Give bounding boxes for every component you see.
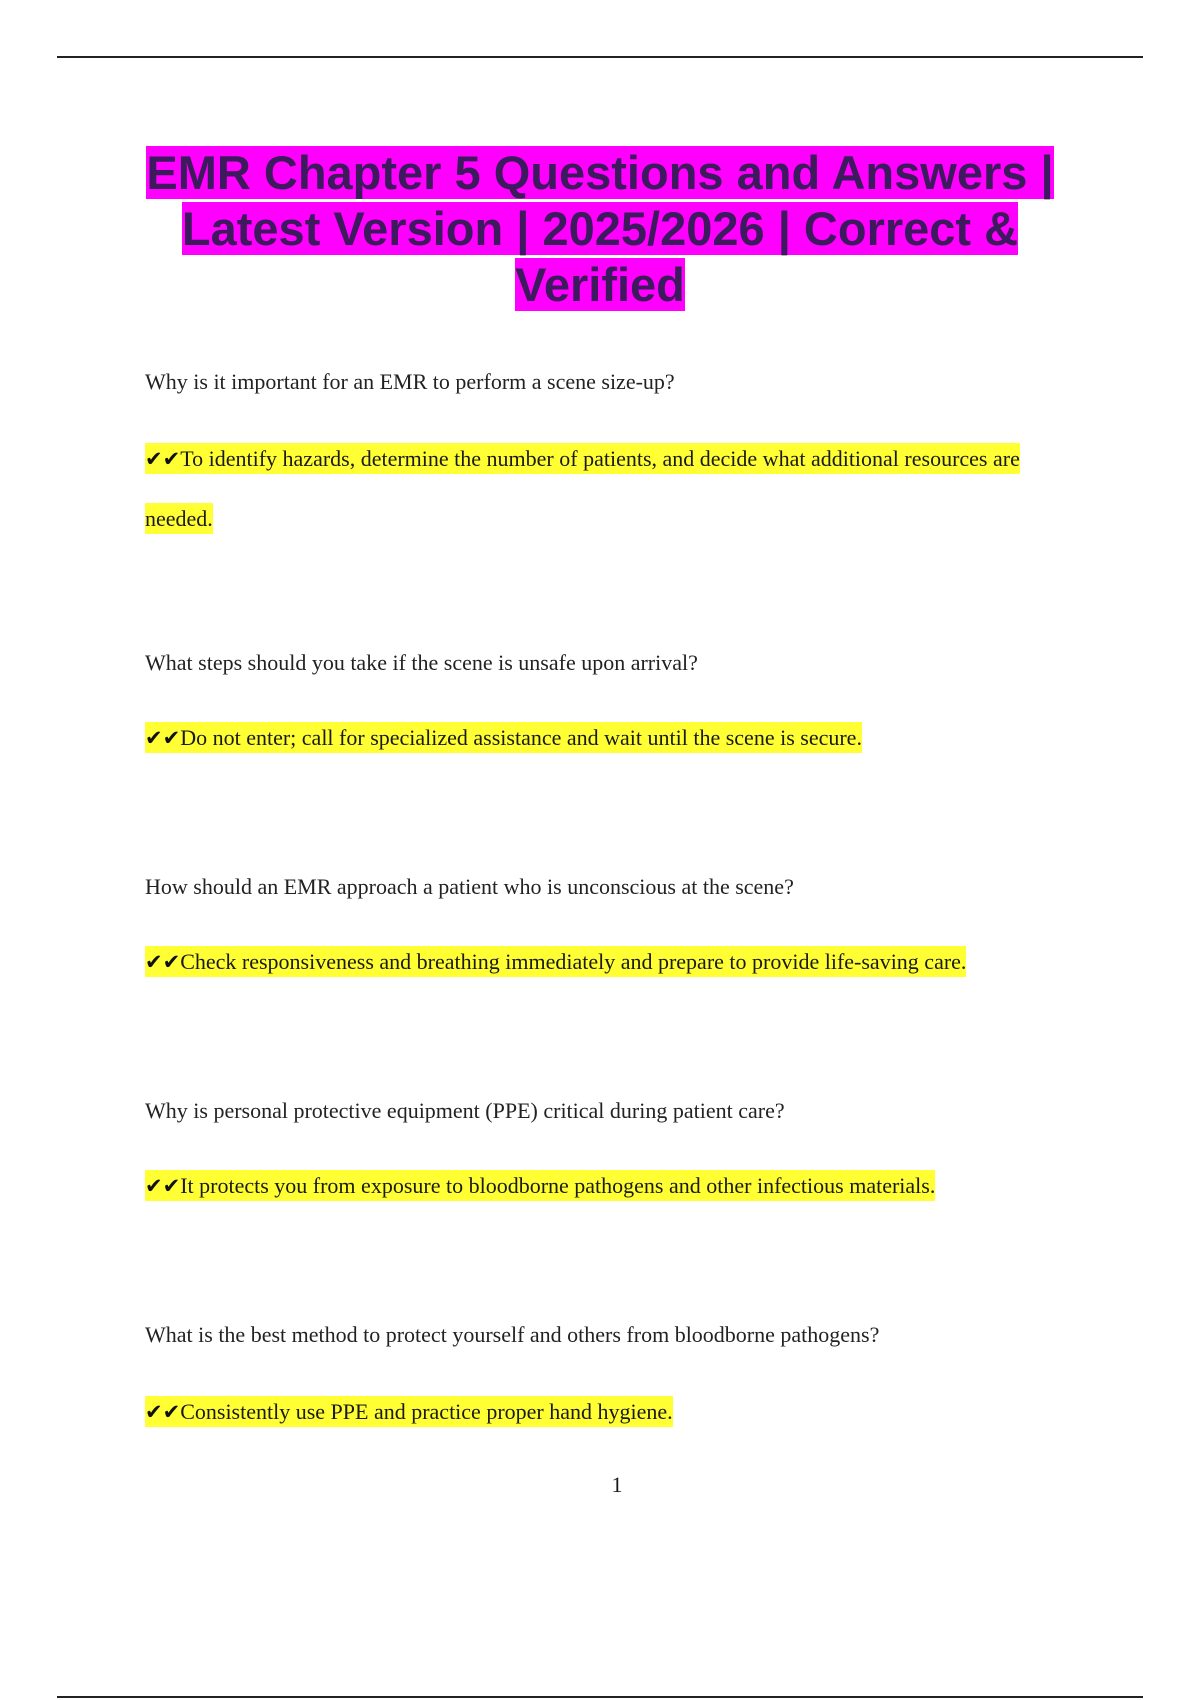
double-check-icon: ✔✔ bbox=[145, 447, 181, 471]
page-number: 1 bbox=[611, 1472, 623, 1497]
answer-5-highlight bbox=[145, 1396, 673, 1427]
answer-2-text: Do not enter; call for specialized assistance and wait until the scene is secure. bbox=[180, 725, 862, 750]
answer-4-text: It protects you from exposure to bloodborne pathogens and other infectious materials. bbox=[180, 1173, 936, 1198]
double-check-icon: ✔✔ bbox=[145, 950, 181, 974]
answer-2-highlight bbox=[145, 722, 862, 753]
question-1: Why is it important for an EMR to perform a scene size-up? bbox=[145, 369, 675, 394]
answer-3-text: Check responsiveness and breathing immediately and prepare to provide life-saving care. bbox=[180, 949, 967, 974]
answer-2 bbox=[145, 708, 1085, 768]
double-check-icon: ✔✔ bbox=[145, 1400, 181, 1424]
answer-3 bbox=[145, 932, 1085, 992]
answer-1-highlight bbox=[145, 443, 1020, 534]
answer-1-text: To identify hazards, determine the number of patients, and decide what additional resources are needed. bbox=[145, 446, 1020, 531]
question-2: What steps should you take if the scene is unsafe upon arrival? bbox=[145, 650, 698, 675]
question-4: Why is personal protective equipment (PPE) critical during patient care? bbox=[145, 1098, 785, 1123]
answer-1 bbox=[145, 429, 1085, 549]
document-title bbox=[100, 145, 1100, 313]
answer-3-highlight bbox=[145, 946, 966, 977]
question-3: How should an EMR approach a patient who is unconscious at the scene? bbox=[145, 874, 794, 899]
footer-rule bbox=[57, 1696, 1143, 1698]
answer-5 bbox=[145, 1382, 1085, 1442]
answer-5-text: Consistently use PPE and practice proper hand hygiene. bbox=[180, 1399, 673, 1424]
answer-4-highlight bbox=[145, 1170, 935, 1201]
header-rule bbox=[57, 56, 1143, 58]
title-highlight: EMR Chapter 5 Questions and Answers | Latest Version | 2025/2026 | Correct & Verified bbox=[146, 146, 1054, 311]
double-check-icon: ✔✔ bbox=[145, 726, 181, 750]
question-5: What is the best method to protect yourself and others from bloodborne pathogens? bbox=[145, 1322, 880, 1347]
double-check-icon: ✔✔ bbox=[145, 1174, 181, 1198]
answer-4 bbox=[145, 1156, 1085, 1216]
